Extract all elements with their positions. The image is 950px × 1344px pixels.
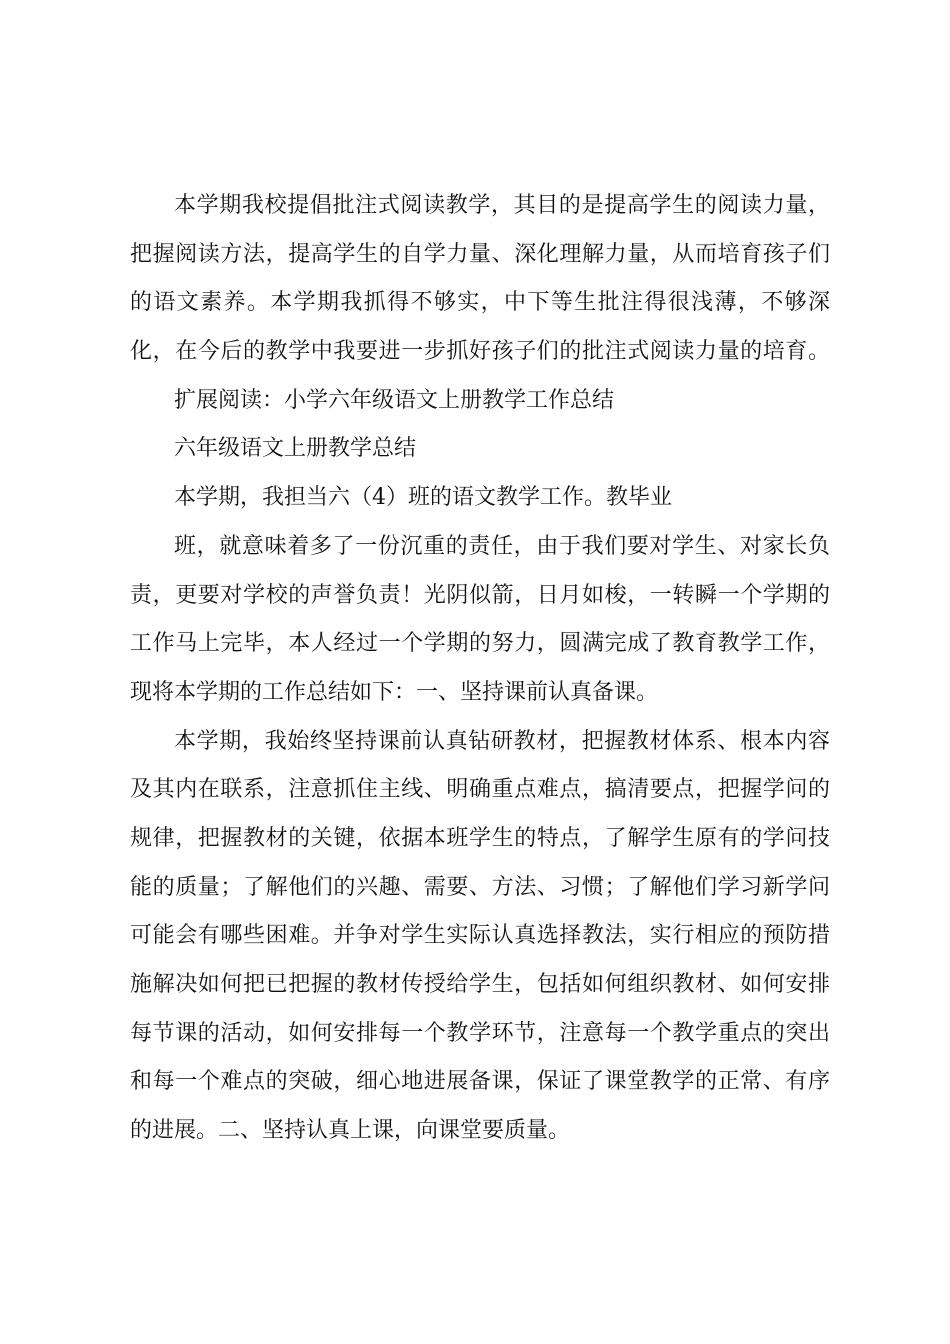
text-line: 的语文素养。本学期我抓得不够实，中下等生批注得很浅薄，不够深 [130,290,830,316]
text-line: 工作马上完毕，本人经过一个学期的努力，圆满完成了教育教学工作， [130,631,830,657]
text-line: 施解决如何把已把握的教材传授给学生，包括如何组织教材、如何安排 [130,972,830,997]
text-line: 及其内在联系，注意抓住主线、明确重点难点，搞清要点，把握学问的 [130,777,830,803]
text-line: 责，更要对学校的声誉负责！光阴似箭，日月如梭，一转瞬一个学期的 [130,582,830,608]
document-body [130,182,830,1156]
text-line: 把握阅读方法，提高学生的自学力量、深化理解力量，从而培育孩子们 [130,241,830,267]
text-line: 班，就意味着多了一份沉重的责任，由于我们要对学生、对家长负 [174,533,830,559]
text-line: 能的质量；了解他们的兴趣、需要、方法、习惯；了解他们学习新学问 [130,874,830,900]
text-line: 本学期，我担当六（4）班的语文教学工作。教毕业 [174,485,672,511]
text-line: 每节课的活动，如何安排每一个教学环节，注意每一个教学重点的突出 [130,1020,830,1046]
text-line: 规律，把握教材的关键，依据本班学生的特点，了解学生原有的学问技 [130,825,830,851]
section-title: 六年级语文上册教学总结 [174,436,417,462]
text-line: 化，在今后的教学中我要进一步抓好孩子们的批注式阅读力量的培育。 [130,339,830,365]
text-line: 现将本学期的工作总结如下：一、坚持课前认真备课。 [130,679,659,705]
text-line: 可能会有哪些困难。并争对学生实际认真选择教法，实行相应的预防措 [130,923,830,949]
text-line: 本学期我校提倡批注式阅读教学，其目的是提高学生的阅读力量， [174,193,830,218]
extended-reading-heading: 扩展阅读：小学六年级语文上册教学工作总结 [174,387,615,413]
text-line: 本学期，我始终坚持课前认真钻研教材，把握教材体系、根本内容 [174,728,830,754]
text-line: 和每一个难点的突破，细心地进展备课，保证了课堂教学的正常、有序 [130,1069,830,1095]
text-line: 的进展。二、坚持认真上课，向课堂要质量。 [130,1118,571,1144]
